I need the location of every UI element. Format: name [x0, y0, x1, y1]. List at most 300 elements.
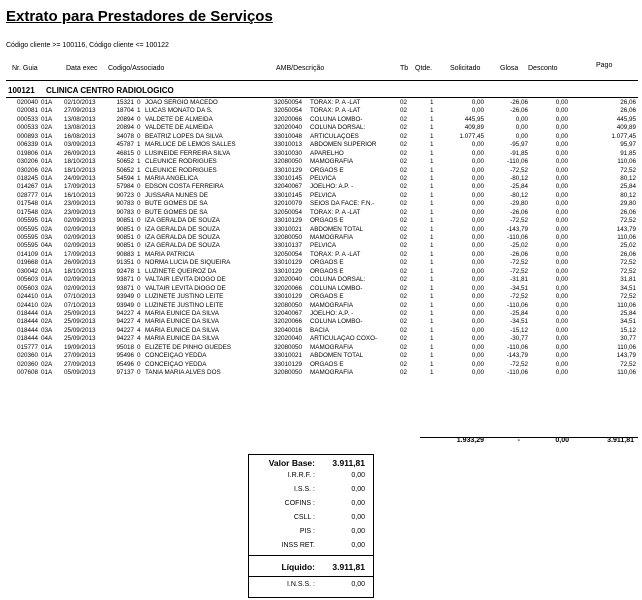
summary-divider — [249, 555, 373, 556]
cell-desc: ORGÃOS E — [310, 267, 344, 275]
cell-pago: 80,12 — [620, 174, 636, 182]
summary-row — [249, 486, 373, 497]
cell-assoc: 1 — [137, 250, 141, 258]
cell-date: 25/09/2013 — [64, 318, 96, 326]
cell-tb: 02 — [400, 293, 408, 301]
cell-desc: JOELHO: A.P. - — [310, 309, 354, 317]
table-row — [0, 183, 642, 191]
cell-name: MARIA EUNICE DA SILVA — [145, 309, 219, 317]
cell-code: 90783 — [116, 200, 134, 208]
summary-row — [249, 581, 373, 592]
cell-assoc: 0 — [137, 234, 141, 241]
table-header — [0, 62, 642, 77]
summary-label: I.N.S.S. : — [286, 581, 315, 588]
cell-code: 95018 — [116, 343, 134, 351]
cell-assoc: 0 — [137, 284, 141, 292]
cell-date: 13/08/2013 — [64, 115, 96, 123]
cell-solicitado: 0,00 — [471, 284, 484, 292]
cell-amb: 33010013 — [274, 141, 303, 149]
cell-date: 26/09/2013 — [64, 149, 96, 157]
cell-desconto: 0,00 — [555, 309, 568, 317]
cell-solicitado: 0,00 — [471, 369, 484, 376]
cell-pago: 26,06 — [620, 250, 636, 258]
cell-seq: 04A — [41, 242, 53, 250]
summary-box — [248, 454, 374, 598]
cell-desc: MAMOGRAFIA — [310, 234, 354, 241]
cell-solicitado: 0,00 — [471, 158, 484, 166]
cell-tb: 02 — [400, 132, 408, 140]
cell-name: JUSSARA NUNES DE — [145, 191, 208, 199]
cell-qtde: 1 — [430, 326, 434, 334]
cell-name: VALTAIR LEVITA DIOGO DE — [145, 276, 226, 284]
total-desconto: 0,00 — [555, 437, 569, 444]
cell-glosa: -72,52 — [510, 259, 528, 267]
total-glosa: - — [517, 437, 520, 444]
cell-assoc: 1 — [137, 141, 141, 149]
cell-solicitado: 0,00 — [471, 99, 484, 106]
summary-row — [249, 500, 373, 511]
cell-solicitado: 0,00 — [471, 191, 484, 199]
cell-qtde: 1 — [430, 301, 434, 309]
summary-label: CSLL : — [293, 514, 315, 521]
cell-assoc: 1 — [137, 158, 141, 166]
cell-guia: 018245 — [16, 174, 38, 182]
cell-date: 05/09/2013 — [64, 369, 96, 376]
cell-desc: MAMOGRAFIA — [310, 158, 354, 166]
cell-name: CLEUNICE RODRIGUES — [145, 166, 217, 174]
cell-amb: 33010129 — [274, 259, 303, 267]
table-row — [0, 268, 642, 276]
cell-desconto: 0,00 — [555, 99, 568, 106]
cell-glosa: -30,77 — [510, 335, 528, 343]
cell-code: 90883 — [116, 250, 134, 258]
header-data: Data exec — [66, 65, 98, 72]
cell-guia: 018444 — [16, 326, 38, 334]
cell-solicitado: 445,95 — [464, 115, 484, 123]
cell-amb: 32020040 — [274, 335, 303, 343]
cell-seq: 01A — [41, 107, 53, 115]
cell-guia: 006339 — [16, 141, 38, 149]
cell-desconto: 0,00 — [555, 284, 568, 292]
cell-qtde: 1 — [430, 166, 434, 174]
cell-seq: 01A — [41, 369, 53, 376]
cell-pago: 34,51 — [620, 284, 636, 292]
cell-qtde: 1 — [430, 352, 434, 360]
cell-desconto: 0,00 — [555, 259, 568, 267]
cell-guia: 005595 — [16, 242, 38, 250]
cell-glosa: -143,79 — [506, 352, 528, 360]
cell-guia: 020040 — [16, 99, 38, 106]
cell-assoc: 0 — [137, 217, 141, 225]
cell-code: 50652 — [116, 166, 134, 174]
cell-desconto: 0,00 — [555, 343, 568, 351]
cell-amb: 32020066 — [274, 284, 303, 292]
cell-qtde: 1 — [430, 115, 434, 123]
cell-qtde: 1 — [430, 242, 434, 250]
client-name: CLINICA CENTRO RADIOLOGICO — [46, 86, 174, 95]
cell-seq: 01A — [41, 141, 53, 149]
cell-name: MARIA PATRICIA — [145, 250, 195, 258]
cell-code: 90851 — [116, 234, 134, 241]
cell-tb: 02 — [400, 99, 408, 106]
cell-pago: 72,52 — [620, 267, 636, 275]
filter-criteria: Código cliente >= 100116, Código cliente <= 100122 — [6, 42, 169, 49]
cell-desc: TORAX: P. A -LAT — [310, 107, 361, 115]
cell-tb: 02 — [400, 183, 408, 191]
cell-pago: 31,81 — [620, 276, 636, 284]
totals-row — [0, 436, 642, 448]
cell-seq: 02A — [41, 318, 53, 326]
table-row — [0, 175, 642, 183]
cell-name: BEATRIZ LOPES DA SILVA — [145, 132, 223, 140]
table-row — [0, 285, 642, 293]
cell-seq: 01A — [41, 158, 53, 166]
cell-assoc: 0 — [137, 343, 141, 351]
cell-seq: 01A — [41, 191, 53, 199]
cell-solicitado: 0,00 — [471, 267, 484, 275]
summary-value: 3.911,81 — [332, 458, 365, 468]
table-row — [0, 352, 642, 360]
cell-glosa: -110,06 — [507, 158, 528, 166]
cell-desc: COLUNA DORSAL: — [310, 276, 366, 284]
cell-date: 07/10/2013 — [64, 293, 96, 301]
cell-glosa: -72,52 — [510, 217, 528, 225]
cell-qtde: 1 — [430, 141, 434, 149]
cell-solicitado: 0,00 — [471, 352, 484, 360]
cell-solicitado: 0,00 — [471, 335, 484, 343]
cell-pago: 34,51 — [620, 318, 636, 326]
cell-code: 91351 — [116, 259, 134, 267]
cell-qtde: 1 — [430, 208, 434, 216]
cell-desconto: 0,00 — [555, 166, 568, 174]
cell-tb: 02 — [400, 309, 408, 317]
cell-assoc: 0 — [137, 259, 141, 267]
cell-qtde: 1 — [430, 183, 434, 191]
cell-amb: 32050054 — [274, 99, 303, 106]
cell-guia: 005603 — [16, 276, 38, 284]
cell-glosa: -26,06 — [510, 208, 528, 216]
cell-desconto: 0,00 — [555, 217, 568, 225]
cell-code: 93871 — [116, 284, 134, 292]
cell-name: ELIZETE DE PINHO GUEDES — [145, 343, 232, 351]
cell-amb: 33010129 — [274, 166, 303, 174]
cell-qtde: 1 — [430, 259, 434, 267]
cell-name: BUTE GOMES DE SÁ — [145, 200, 208, 208]
cell-assoc: 4 — [137, 326, 141, 334]
cell-pago: 26,06 — [620, 99, 636, 106]
cell-glosa: -29,80 — [510, 200, 528, 208]
cell-code: 95496 — [116, 352, 134, 360]
cell-name: LUZINETE JUSTINO LEITE — [145, 301, 224, 309]
cell-date: 07/10/2013 — [64, 301, 96, 309]
cell-seq: 02A — [41, 208, 53, 216]
summary-row — [249, 472, 373, 483]
cell-amb: 32020040 — [274, 276, 303, 284]
cell-amb: 32010079 — [274, 200, 303, 208]
cell-glosa: -25,84 — [510, 309, 528, 317]
cell-seq: 03A — [41, 326, 53, 334]
cell-qtde: 1 — [430, 250, 434, 258]
cell-seq: 01A — [41, 250, 53, 258]
cell-name: VALTAIR LEVITA DIOGO DE — [145, 284, 226, 292]
cell-seq: 01A — [41, 293, 53, 301]
cell-assoc: 0 — [137, 293, 141, 301]
cell-tb: 02 — [400, 352, 408, 360]
header-solicitado: Solicitado — [450, 65, 481, 72]
cell-pago: 110,06 — [617, 301, 636, 309]
cell-tb: 02 — [400, 360, 408, 368]
cell-seq: 01A — [41, 149, 53, 157]
cell-tb: 02 — [400, 174, 408, 182]
cell-tb: 02 — [400, 259, 408, 267]
cell-qtde: 1 — [430, 107, 434, 115]
cell-glosa: -143,79 — [506, 225, 528, 233]
cell-assoc: 0 — [137, 369, 141, 376]
header-qtde: Qtde. — [415, 65, 433, 72]
cell-date: 25/09/2013 — [64, 326, 96, 334]
cell-desconto: 0,00 — [555, 369, 568, 376]
cell-tb: 02 — [400, 250, 408, 258]
cell-date: 25/09/2013 — [64, 309, 96, 317]
table-body — [0, 99, 642, 377]
summary-value: 0,00 — [351, 472, 365, 479]
cell-pago: 26,06 — [620, 208, 636, 216]
cell-desc: JOELHO: A.P. - — [310, 183, 354, 191]
cell-desc: ORGÃOS E — [310, 217, 344, 225]
cell-assoc: 0 — [137, 200, 141, 208]
cell-date: 02/09/2013 — [64, 234, 96, 241]
cell-glosa: -25,02 — [510, 242, 528, 250]
cell-glosa: 0,00 — [515, 132, 528, 140]
cell-assoc: 4 — [137, 309, 141, 317]
cell-solicitado: 0,00 — [471, 217, 484, 225]
cell-pago: 143,79 — [616, 352, 636, 360]
cell-tb: 02 — [400, 191, 408, 199]
summary-label: PIS : — [299, 528, 315, 535]
cell-pago: 143,79 — [616, 225, 636, 233]
cell-code: 90851 — [116, 242, 134, 250]
cell-tb: 02 — [400, 141, 408, 149]
cell-assoc: 1 — [137, 267, 141, 275]
cell-desc: COLUNA LOMBO- — [310, 318, 363, 326]
cell-guia: 020081 — [16, 107, 38, 115]
cell-date: 02/09/2013 — [64, 242, 96, 250]
cell-desc: COLUNA LOMBO- — [310, 284, 363, 292]
summary-row — [249, 458, 373, 469]
cell-amb: 33010030 — [274, 149, 303, 157]
table-row — [0, 99, 642, 107]
header-desconto: Desconto — [528, 65, 558, 72]
cell-pago: 15,12 — [620, 326, 636, 334]
table-row — [0, 107, 642, 115]
cell-date: 17/09/2013 — [64, 183, 96, 191]
cell-desconto: 0,00 — [555, 191, 568, 199]
cell-date: 13/08/2013 — [64, 124, 96, 132]
cell-solicitado: 0,00 — [471, 149, 484, 157]
cell-qtde: 1 — [430, 217, 434, 225]
summary-row — [249, 562, 373, 573]
cell-seq: 03A — [41, 234, 53, 241]
cell-desconto: 0,00 — [555, 301, 568, 309]
cell-assoc: 0 — [137, 301, 141, 309]
cell-glosa: 0,00 — [515, 124, 528, 132]
cell-solicitado: 0,00 — [471, 259, 484, 267]
cell-desc: ARTICULAÇÕES — [310, 132, 359, 140]
client-divider — [6, 97, 638, 98]
cell-solicitado: 0,00 — [471, 166, 484, 174]
cell-code: 94227 — [116, 326, 134, 334]
cell-pago: 30,77 — [620, 335, 636, 343]
cell-tb: 02 — [400, 242, 408, 250]
cell-code: 92478 — [116, 267, 134, 275]
cell-code: 90851 — [116, 217, 134, 225]
cell-pago: 110,06 — [617, 369, 636, 376]
cell-date: 02/09/2013 — [64, 217, 96, 225]
cell-desc: ABDOMEN TOTAL — [310, 225, 364, 233]
table-row — [0, 209, 642, 217]
cell-amb: 33010021 — [274, 352, 303, 360]
cell-pago: 91,85 — [620, 149, 636, 157]
cell-desc: ORGÃOS E — [310, 360, 344, 368]
cell-name: NORMA LUCIA DE SIQUEIRA — [145, 259, 231, 267]
cell-guia: 000893 — [16, 132, 38, 140]
cell-amb: 33010145 — [274, 174, 303, 182]
cell-seq: 01A — [41, 217, 53, 225]
cell-seq: 02A — [41, 166, 53, 174]
cell-qtde: 1 — [430, 335, 434, 343]
cell-seq: 01A — [41, 352, 53, 360]
cell-seq: 01A — [41, 132, 53, 140]
cell-qtde: 1 — [430, 149, 434, 157]
cell-assoc: 0 — [137, 360, 141, 368]
cell-glosa: -110,06 — [507, 301, 528, 309]
summary-value: 3.911,81 — [332, 562, 365, 572]
cell-amb: 32050054 — [274, 250, 303, 258]
cell-assoc: 0 — [137, 183, 141, 191]
cell-desconto: 0,00 — [555, 360, 568, 368]
summary-value: 0,00 — [351, 514, 365, 521]
cell-solicitado: 0,00 — [471, 225, 484, 233]
header-codigo: Codigo/Associado — [108, 65, 165, 72]
cell-code: 90851 — [116, 225, 134, 233]
cell-desc: ORGÃOS E — [310, 259, 344, 267]
cell-tb: 02 — [400, 343, 408, 351]
cell-glosa: -110,06 — [507, 369, 528, 376]
table-row — [0, 335, 642, 343]
cell-guia: 024410 — [16, 293, 38, 301]
cell-guia: 019806 — [16, 149, 38, 157]
cell-guia: 020360 — [16, 352, 38, 360]
cell-pago: 110,06 — [617, 343, 636, 351]
cell-date: 27/09/2013 — [64, 360, 96, 368]
cell-solicitado: 0,00 — [471, 343, 484, 351]
cell-tb: 02 — [400, 208, 408, 216]
cell-desc: ORGÃOS E — [310, 166, 344, 174]
cell-amb: 32080050 — [274, 301, 303, 309]
summary-row — [249, 528, 373, 539]
cell-assoc: 0 — [137, 225, 141, 233]
table-row — [0, 361, 642, 369]
cell-guia: 014109 — [16, 250, 38, 258]
cell-guia: 018444 — [16, 309, 38, 317]
cell-desconto: 0,00 — [555, 326, 568, 334]
cell-solicitado: 0,00 — [471, 318, 484, 326]
cell-assoc: 0 — [137, 242, 141, 250]
cell-desconto: 0,00 — [555, 149, 568, 157]
table-row — [0, 344, 642, 352]
cell-date: 02/10/2013 — [64, 99, 96, 106]
cell-name: MARIA EUNICE DA SILVA — [145, 318, 219, 326]
cell-guia: 030206 — [16, 166, 38, 174]
cell-date: 18/10/2013 — [64, 158, 96, 166]
cell-assoc: 0 — [137, 115, 141, 123]
table-row — [0, 124, 642, 132]
table-row — [0, 259, 642, 267]
cell-solicitado: 0,00 — [471, 293, 484, 301]
cell-qtde: 1 — [430, 158, 434, 166]
cell-amb: 32080050 — [274, 343, 303, 351]
cell-guia: 005595 — [16, 225, 38, 233]
cell-name: IZA GERALDA DE SOUZA — [145, 225, 220, 233]
table-row — [0, 276, 642, 284]
cell-qtde: 1 — [430, 284, 434, 292]
cell-date: 02/09/2013 — [64, 276, 96, 284]
cell-pago: 72,52 — [620, 259, 636, 267]
cell-guia: 000533 — [16, 115, 38, 123]
cell-solicitado: 0,00 — [471, 208, 484, 216]
cell-desc: APARELHO — [310, 149, 344, 157]
cell-date: 26/09/2013 — [64, 259, 96, 267]
cell-glosa: -34,51 — [510, 318, 528, 326]
cell-code: 90783 — [116, 208, 134, 216]
cell-amb: 32040016 — [274, 326, 303, 334]
cell-desc: TORAX: P. A -LAT — [310, 250, 361, 258]
summary-value: 0,00 — [351, 542, 365, 549]
cell-seq: 01A — [41, 183, 53, 191]
cell-amb: 32020066 — [274, 318, 303, 326]
table-row — [0, 293, 642, 301]
cell-tb: 02 — [400, 267, 408, 275]
cell-code: 45787 — [116, 141, 134, 149]
cell-desconto: 0,00 — [555, 267, 568, 275]
cell-tb: 02 — [400, 115, 408, 123]
cell-solicitado: 0,00 — [471, 183, 484, 191]
cell-qtde: 1 — [430, 309, 434, 317]
cell-glosa: -34,51 — [510, 284, 528, 292]
cell-solicitado: 0,00 — [471, 141, 484, 149]
cell-amb: 33010129 — [274, 267, 303, 275]
cell-glosa: -80,12 — [510, 174, 528, 182]
cell-name: MARIA EUNICE DA SILVA — [145, 326, 219, 334]
client-code: 100121 — [8, 86, 35, 95]
cell-desc: COLUNA DORSAL: — [310, 124, 366, 132]
cell-assoc: 0 — [137, 352, 141, 360]
cell-qtde: 1 — [430, 99, 434, 106]
cell-glosa: -110,06 — [507, 234, 528, 241]
cell-code: 93871 — [116, 276, 134, 284]
table-row — [0, 192, 642, 200]
cell-name: BUTE GOMES DE SÁ — [145, 208, 208, 216]
cell-tb: 02 — [400, 284, 408, 292]
cell-glosa: -26,06 — [510, 250, 528, 258]
summary-value: 0,00 — [351, 528, 365, 535]
cell-name: TANIA MARIA ALVES DOS — [145, 369, 221, 376]
cell-code: 34078 — [116, 132, 134, 140]
cell-date: 18/10/2013 — [64, 166, 96, 174]
cell-code: 94227 — [116, 335, 134, 343]
header-divider — [6, 80, 638, 81]
header-tb: Tb — [400, 65, 409, 72]
